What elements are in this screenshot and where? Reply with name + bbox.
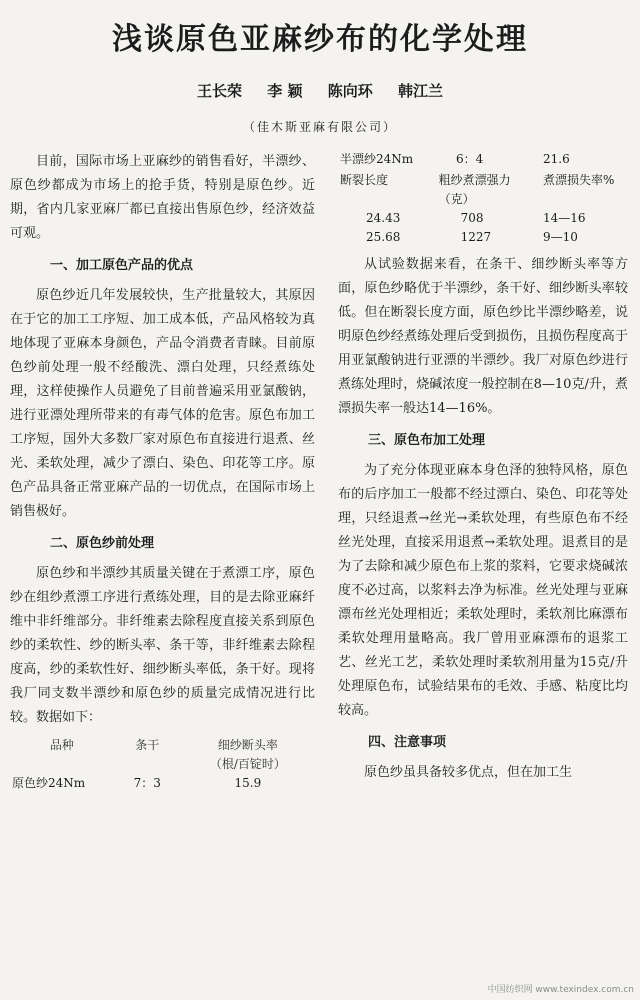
- section-heading-3: 三、原色布加工处理: [368, 433, 486, 448]
- table-cell: 原色纱24Nm: [12, 776, 86, 790]
- table-header-row: [10, 736, 315, 774]
- table-row: [338, 209, 628, 228]
- analysis-paragraph: 从试验数据来看，在条干、细纱断头率等方面，原色纱略优于半漂纱，条干好、细纱断头率较低。但在断裂长度方面，原色纱比半漂纱略差，说明原色纱经煮练处理后受到损伤，且损伤程度高于用亚氯酸钠进行亚漂的半漂纱。我厂对原色纱进行煮练处理时，烧碱浓度一般控制在8—10克/升，煮漂损失率一般达14—16%。: [338, 257, 628, 416]
- table-cell: 半漂纱24Nm: [340, 152, 414, 166]
- table-cell: 9—10: [542, 230, 578, 244]
- table-cell: 25.68: [366, 230, 401, 244]
- comparison-table-part1: [10, 736, 315, 793]
- right-column: [338, 150, 628, 785]
- site-watermark: 中国纺织网 www.texindex.com.cn: [487, 985, 634, 995]
- article-title: 浅谈原色亚麻纱布的化学处理: [112, 22, 528, 57]
- table-row: [10, 774, 315, 793]
- section-heading-2: 二、原色纱前处理: [50, 536, 155, 551]
- comparison-table-part2: [338, 150, 628, 169]
- table-cell: 6：4: [456, 152, 484, 166]
- table-header-row: [338, 171, 628, 209]
- section-2-text: 原色纱和半漂纱其质量关键在于煮漂工序，原色纱在组纱煮漂工序进行煮练处理，目的是去除亚麻纤维中非纤维部分。非纤维素去除程度直接关系到原色纱的柔软性、纱的断头率、条干等，非纤维素去除程度高，纱的柔软性好、细纱断头率低，条干好。现将我厂同支数半漂纱和原色纱的质量完成情况进行比较。数据如下：: [10, 566, 315, 725]
- table-cell: 708: [460, 211, 484, 225]
- table-header-cell: 细纱断头率 （根/百锭时）: [209, 738, 286, 771]
- table-row: [338, 150, 628, 169]
- author-list: [0, 80, 640, 101]
- author-name: 李 颖: [267, 82, 303, 100]
- left-column: [10, 150, 315, 793]
- section-heading-1: 一、加工原色产品的优点: [50, 258, 194, 273]
- table-header-cell: 煮漂损失率%: [542, 173, 615, 187]
- table-cell: 14—16: [542, 211, 586, 225]
- table-cell: 1227: [460, 230, 492, 244]
- section-1-text: 原色纱近几年发展较快，生产批量较大，其原因在于它的加工工序短、加工成本低，产品风格较为真地体现了亚麻本身颜色，产品令消费者青睐。目前原色纱前处理一般不经酸洗、漂白处理，只经煮练处理，这样使操作人员避免了目前普遍采用亚氯酸钠，进行亚漂处理所带来的有毒气体的危害。原色布加工工序短，国外大多数厂家对原色布直接进行退煮、丝光、柔软处理，减少了漂白、染色、印花等工序。原色产品具备正常亚麻产品的一切优点，在国际市场上销售极好。: [10, 288, 315, 519]
- table-cell: 15.9: [234, 776, 262, 790]
- section-heading-4: 四、注意事项: [368, 735, 447, 750]
- table-cell: 7：3: [133, 776, 161, 790]
- section-4-text: 原色纱虽具备较多优点，但在加工生: [364, 765, 573, 780]
- affiliation: （佳木斯亚麻有限公司）: [242, 120, 397, 134]
- section-3-text: 为了充分体现亚麻本身色泽的独特风格，原色布的后序加工一般都不经过漂白、染色、印花等处理，只经退煮→丝光→柔软处理，有些原色布不经丝光处理，直接采用退煮→柔软处理。退煮目的是为了去除和减少原色布上浆的浆料，它要求烧碱浓度不必过高，以浆料去净为标准。丝光处理与亚麻漂布丝光处理相近；柔软处理时，柔软剂比麻漂布柔软处理用量略高。我厂曾用亚麻漂布的退浆工艺、丝光工艺，柔软处理时柔软剂用量为15克/升处理原色布，试验结果布的毛效、手感、粘度比均较高。: [338, 463, 628, 718]
- table-header-cell: 粗纱煮漂强力（克）: [438, 173, 511, 206]
- table-row: [338, 228, 628, 247]
- author-name: 韩江兰: [397, 82, 443, 100]
- table-header-cell: 断裂长度: [340, 173, 389, 187]
- table-cell: 21.6: [543, 152, 570, 166]
- intro-paragraph: 目前，国际市场上亚麻纱的销售看好，半漂纱、原色纱都成为市场上的抢手货，特别是原色纱。近期，省内几家亚麻厂都已直接出售原色纱，经济效益可观。: [10, 154, 315, 241]
- table-cell: 24.43: [366, 211, 401, 225]
- table-header-cell: 条干: [135, 738, 160, 752]
- table-header-cell: 品种: [49, 738, 74, 752]
- strength-table: [338, 171, 628, 247]
- author-name: 陈向环: [327, 82, 373, 100]
- author-name: 王长荣: [197, 82, 243, 100]
